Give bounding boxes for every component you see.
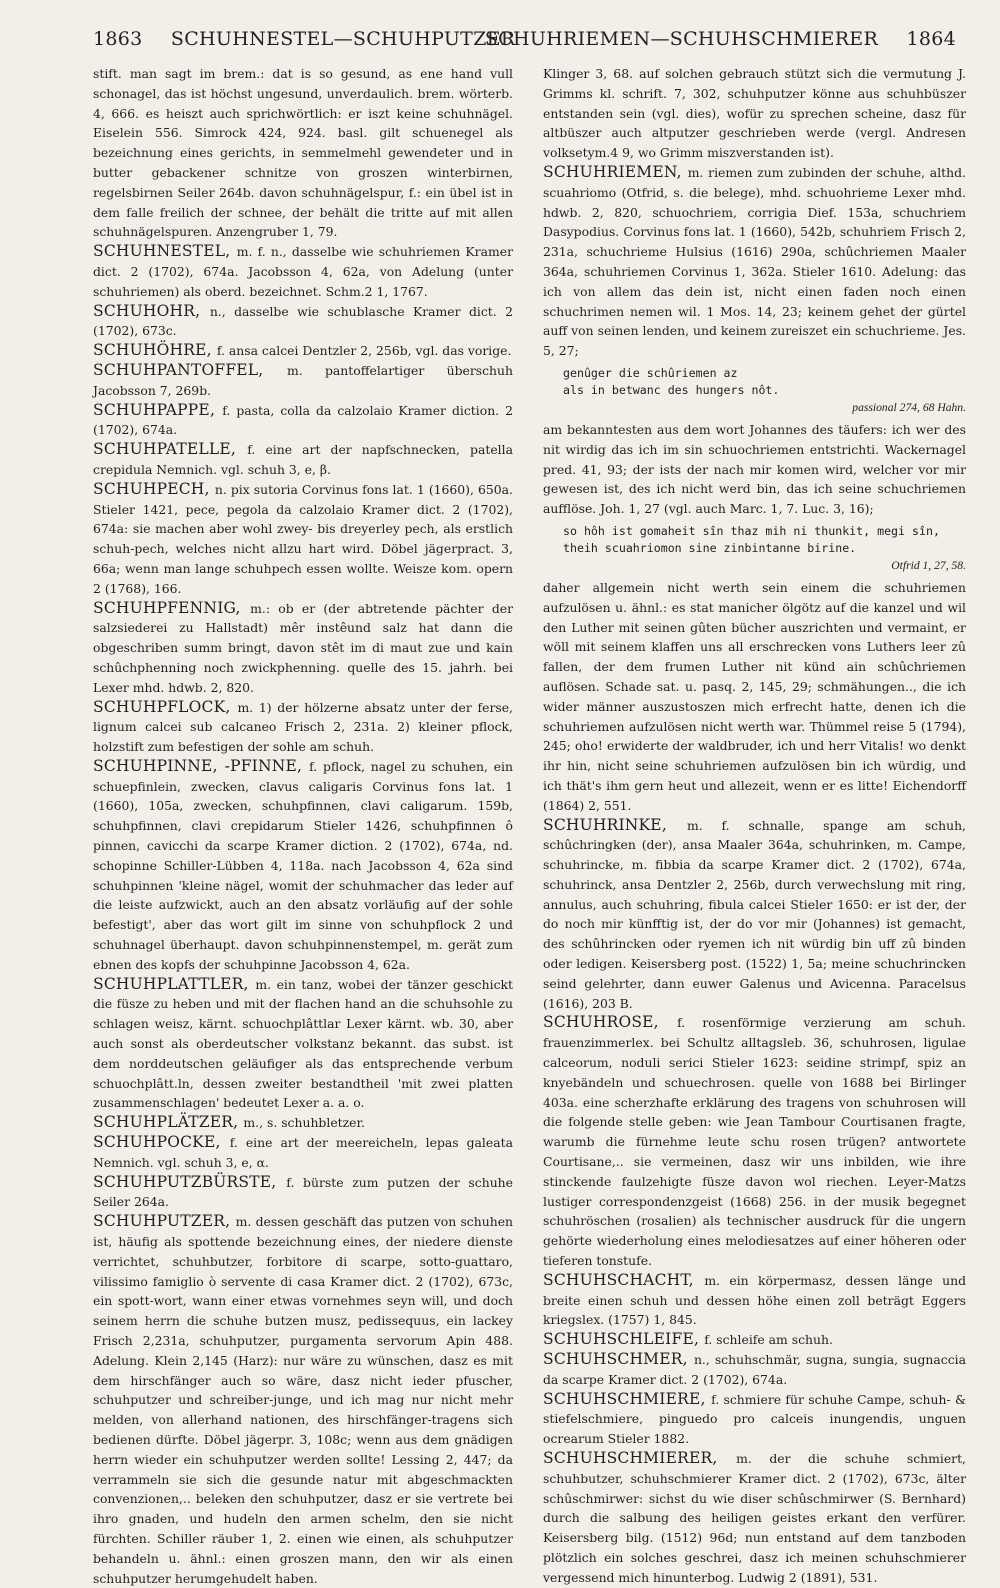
verse-line: theih scuahriomon sine zinbintanne birine.	[563, 540, 857, 555]
entry-headword: SCHUHÖHRE,	[93, 341, 217, 360]
entry-text: m. der die schuhe schmiert, schuhbutzer, schuhschmierer Kramer dict. 2 (1702), 673c, älter schûschmirwer: sichst du wie diser schûschmirwer (S. Bernhard) durch die salbung des heiligen geistes erkant den verfürer. Keisersberg bilg. (1512) 96d; nun entstand auf dem tanzboden plötzlich ein solches geschrei, dasz ich meinen schuhschmierer vergessend mich hinunterbog. Ludwig 2 (1891), 531.	[543, 1451, 966, 1585]
dictionary-entry	[93, 361, 513, 401]
entry-text: f. bürste zum putzen der schuhe Seiler 264a.	[93, 1174, 513, 1210]
dictionary-entry	[93, 480, 513, 599]
dictionary-entry	[543, 578, 966, 816]
entry-headword: SCHUHPINNE, -PFINNE,	[93, 756, 310, 775]
dictionary-entry	[93, 599, 513, 698]
entry-headword: SCHUHSCHACHT,	[543, 1270, 705, 1289]
dictionary-entry	[93, 64, 513, 242]
dictionary-entry	[93, 341, 513, 361]
left-column	[93, 64, 514, 1586]
dictionary-entry	[543, 64, 966, 163]
left-running-title: SCHUHNESTEL—SCHUHPUTZER	[170, 28, 516, 50]
right-page-number: 1864	[906, 28, 956, 50]
dictionary-entry	[543, 1350, 966, 1390]
entry-text: n., schuhschmär, sugna, sungia, sugnaccia da scarpe Kramer dict. 2 (1702), 674a.	[543, 1352, 966, 1387]
entry-text: m. pantoffelartiger überschuh Jacobsson 7, 269b.	[93, 362, 513, 398]
entry-headword: SCHUHSCHLEIFE,	[543, 1330, 705, 1349]
entry-text: m. ein tanz, wobei der tänzer geschickt die füsze zu heben und mit der flachen hand an die schuhsohle zu schlagen weisz, kärnt. schuochplâttlar Lexer kärnt. wb. 30, aber auch sonst als oberdeutscher volkstanz bekannt. das subst. ist dem norddeutschen geläufiger als das entsprechende verbum schuochplâtt.ln, dessen zweiter bestandtheil 'mit zwei platten zusammenschlagen' bedeutet Lexer a. a. o.	[93, 976, 513, 1111]
entry-text: f. rosenförmige verzierung am schuh. frauenzimmerlex. bei Schultz alltagsleb. 36, schuhrosen, ligulae calceorum, noduli serici Stieler 1623: seidine strimpf, spiz an knyebändeln und schuechrosen. quelle von 1688 bei Birlinger 403a. eine scherzhafte erklärung des tragens von schuhrosen will die folgende stelle geben: wie Jean Tambour Courtisanen fragte, warumb die fürnehme leute schu rosen trügen? antwortete Courtisane,.. sie vermeinen, dasz wir uns inbilden, wie ihre stinckende faulzehigte füsze davon wol riechen. Leyer-Matzs lustiger correspondenzgeist (1668) 256. in der musik begegnet schuhröschen (rosalien) als technischer ausdruck für die ungern gehörte wiederholung eines melodiesatzes auf einer höheren oder tieferen tonstufe.	[543, 1015, 966, 1269]
entry-text: m. ein körpermasz, dessen länge und breite einen schuh und dessen höhe einen zoll beträgt Eggers kriegslex. (1757) 1, 845.	[543, 1272, 967, 1328]
verse-quotation	[563, 365, 966, 416]
entry-headword: SCHUHPECH,	[93, 479, 215, 498]
entry-headword: SCHUHRINKE,	[543, 815, 687, 834]
dictionary-entry	[543, 1449, 966, 1588]
entry-headword: SCHUHPOCKE,	[93, 1133, 230, 1152]
entry-text: stift. man sagt im brem.: dat is so gesund, as ene hand vull schonagel, das ist höchst ungesund, unverdaulich. brem. wörterb. 4, 666. es heiszt auch sprichwörtlich: er iszt keine schuhnägel. Eiselein 556. Simrock 424, 924. basl. gilt schuenegel als bezeichnung eines gerichts, in semmelmehl gewendeter und in butter gebackener schnitze von groszen winterbirnen, regelsbirnen Seiler 264b. davon schuhnägelspur, f.: ein übel ist in dem falle freilich der schnee, der behält die tritte auf mit allen schuhnägelspuren. Anzengruber 1, 79.	[93, 66, 513, 240]
entry-headword: SCHUHNESTEL,	[93, 242, 237, 261]
entry-text: f. pflock, nagel zu schuhen, ein schuepfinlein, zwecken, clavus caligaris Corvinus fons lat. 1 (1660), 105a, zwecken, schuhpfinnen, clavi caligarum. 159b, schuhpfinnen, clavi crepidarum Stieler 1426, schuhpfinnen ô pinnen, cavicchi da scarpe Kramer diction. 2 (1702), 674a, nd. schopinne Schiller-Lübben 4, 118a. nach Jacobsson 4, 62a sind schuhpinnen 'kleine nägel, womit der schuhmacher das leder auf die leiste aufzwickt, auch an den absatz vorläufig auf der sohle befestigt', aber das wort gilt im sinne von schuhpflock 2 und schuhnagel überhaupt. davon schuhpinnenstempel, m. gerät zum ebnen des kopfs der schuhpinne Jacobsson 4, 62a.	[93, 758, 514, 972]
verse-quotation	[563, 523, 966, 574]
dictionary-entry	[93, 698, 513, 757]
entry-text: f. schleife am schuh.	[704, 1332, 833, 1348]
entry-text: daher allgemein nicht werth sein einem die schuhriemen aufzulösen u. ähnl.: es stat manicher ölgötz auf die kanzel und wil den Luther mit seinen gûten bücher auszrichten und vermaint, er wöll mit seinem klaffen uns all erschrecken vons Luthers leer zû fallen, der dem frumen Luther nit künd ain schûchriemen auflösen. Schade sat. u. pasq. 2, 145, 29; schmähungen.., die ich wider männer auszustoszen mich erfrecht hatte, denen ich die schuhriemen aufzulösen nicht werth war. Thümmel reise 5 (1794), 245; oho! erwiderte der waldbruder, ich und herr Vitalis! wo denkt ihr hin, nicht seine schuhriemen aufzulösen bin ich würdig, und ich thät's ihm gern heut und allezeit, wenn er es litte! Eichendorff (1864) 2, 551.	[543, 579, 966, 813]
entry-text: am bekanntesten aus dem wort Johannes des täufers: ich wer des nit wirdig das ich im sin schuochriemen entstrichti. Wackernagel pred. 41, 93; der ists der nach mir komen wird, welcher vor mir gewesen ist, des ich nicht werd bin, das ich seine schuchriemen aufflöse. Joh. 1, 27 (vgl. auch Marc. 1, 7. Luc. 3, 16);	[543, 421, 966, 517]
right-page-header	[485, 28, 956, 50]
verse-line: als in betwanc des hungers nôt.	[563, 382, 780, 397]
entry-headword: SCHUHSCHMER,	[543, 1350, 694, 1369]
entry-headword: SCHUHSCHMIERER,	[543, 1449, 737, 1467]
entry-headword: SCHUHRIEMEN,	[543, 162, 688, 181]
entry-text: n., dasselbe wie schublasche Kramer dict. 2 (1702), 673c.	[93, 303, 513, 339]
left-page-number: 1863	[93, 28, 143, 50]
entry-text: m. dessen geschäft das putzen von schuhen ist, häufig als spottende bezeichnung eines, der niedere dienste verrichtet, schuhbutzer, forbitore di scarpe, sotto-guattaro, vilissimo famiglio ò servente di casa Kramer dict. 2 (1702), 673c, ein spott-wort, wann einer etwas vornehmes seyn will, und doch seinem herrn die schuhe butzen musz, pedissequus, ein lackey Frisch 2,231a, schuhputzer, purgamenta servorum Apin 488. Adelung. Klein 2,145 (Harz): nur wäre zu wünschen, dasz es mit dem hirschfänger auch so wäre, dasz nicht ieder pfuscher, schuhputzer und schreiber-junge, und ich mag nur nicht mehr melden, von allerhand nationen, des hirschfänger-tragens sich bedienen dürfte. Döbel jägerpr. 3, 108c; wenn aus dem gnädigen herrn wieder ein schuhputzer werden sollte! Lessing 2, 447; da verrammeln sie sich die gesunde natur mit abgeschmackten convenzionen,.. beleken den schuhputzer, dasz er sie vertrete bei ihro gnaden, und hudeln den armen schelm, den sie nicht fürchten. Schiller räuber 1, 2. einen wie einen, als schuhputzer behandeln u. ähnl.: einen groszen mann, den wir als einen schuhputzer herumgehudelt haben.	[93, 1214, 514, 1586]
dictionary-entry	[93, 440, 513, 480]
entry-headword: SCHUHPFENNIG,	[93, 598, 251, 617]
entry-text: Klinger 3, 68. auf solchen gebrauch stützt sich die vermutung J. Grimms kl. schrift. 7, 302, schuhputzer könne aus schuhbüszer entstanden sein (vgl. dies), wofür zu sprechen scheine, dasz für altbüszer auch altputzer geschrieben werde (vergl. Andresen volksetym.4 9, wo Grimm miszverstanden ist).	[543, 66, 966, 161]
entry-text: m., s. schuhbletzer.	[243, 1115, 365, 1131]
dictionary-entry	[93, 1212, 513, 1588]
entry-headword: SCHUHPANTOFFEL,	[93, 360, 287, 379]
entry-headword: SCHUHROSE,	[543, 1013, 678, 1032]
entry-text: f. schmiere für schuhe Campe, schuh- & stiefelschmiere, pinguedo pro calceis inungendis, unguen ocrearum Stieler 1882.	[543, 1391, 967, 1447]
verse-line: so hôh ist gomaheit sîn thaz mih ni thunkit, megi sîn,	[563, 523, 940, 538]
entry-text: n. pix sutoria Corvinus fons lat. 1 (1660), 650a. Stieler 1421, pece, pegola da calzolaio Kramer dict. 2 (1702), 674a: sie machen aber wohl zwey- bis dreyerley pech, als erstlich schuh-pech, welches nicht allzu hart wird. Döbel jägerpract. 3, 66a; wenn man lange schuhpech essen wollte. Weisze kom. opern 2 (1768), 166.	[93, 481, 513, 596]
quotation-source: Otfrid 1, 27, 58.	[891, 558, 966, 572]
entry-headword: SCHUHPUTZBÜRSTE,	[93, 1172, 287, 1191]
quotation-source: passional 274, 68 Hahn.	[852, 400, 966, 414]
entry-text: f. eine art der napfschnecken, patella crepidula Nemnich. vgl. schuh 3, e, β.	[93, 442, 513, 477]
dictionary-entry	[543, 1330, 966, 1350]
dictionary-entry	[93, 975, 513, 1114]
entry-text: m. 1) der hölzerne absatz unter der ferse, lignum calcei sub calcaneo Frisch 2, 231a. 2) kleiner pflock, holzstift zum befestigen der sohle am schuh.	[93, 699, 513, 755]
dictionary-entry	[93, 1133, 513, 1173]
entry-text: m. f. schnalle, spange am schuh, schûchringken (der), ansa Maaler 364a, schuhrinken, m. Campe, schuhrincke, m. fibbia da scarpe Kramer dict. 2 (1702), 674a, schuhrinck, ansa Dentzler 2, 256b, durch verwechslung mit ring, annulus, auch schuhring, fibula calcei Stieler 1650: er ist der, der do noch mir künfftig ist, der do vor mir (Johannes) ist gemacht, des schûhrincken oder ryemen ich nit würdig bin uff zû binden oder ledigen. Keisersberg post. (1522) 1, 5a; meine schuchrincken seind gelehrter, dann euwer Galenus und Avicenna. Paracelsus (1616), 203 B.	[543, 817, 966, 1011]
right-running-title: SCHUHRIEMEN—SCHUHSCHMIERER	[484, 28, 879, 50]
entry-headword: SCHUHPLATTLER,	[93, 974, 256, 993]
dictionary-entry	[543, 1013, 966, 1270]
entry-headword: SCHUHPLÄTZER,	[93, 1113, 244, 1132]
entry-headword: SCHUHPFLOCK,	[93, 697, 238, 716]
entry-headword: SCHUHSCHMIERE,	[543, 1389, 712, 1408]
entry-text: f. ansa calcei Dentzler 2, 256b, vgl. das vorige.	[216, 343, 512, 359]
dictionary-entry	[543, 816, 966, 1014]
dictionary-entry	[543, 1271, 966, 1330]
entry-text: m.: ob er (der abtretende pächter der salzsiederei zu Hallstadt) mêr instêund salz hat dann die obgeschriben summ bringt, davon stêt im di maut zue und kain schûchphenning noch zwickphenning. quelle des 15. jahrh. bei Lexer mhd. hdwb. 2, 820.	[93, 600, 514, 695]
dictionary-entry	[93, 1173, 513, 1213]
entry-text: m. f. n., dasselbe wie schuhriemen Kramer dict. 2 (1702), 674a. Jacobsson 4, 62a, von Adelung (unter schuhriemen) als oberd. bezeichnet. Schm.2 1, 1767.	[93, 244, 513, 299]
verse-line: genûger die schûriemen az	[563, 365, 738, 380]
entry-text: f. eine art der meereicheln, lepas galeata Nemnich. vgl. schuh 3, e, α.	[93, 1135, 513, 1170]
dictionary-entry	[93, 302, 513, 342]
right-column	[543, 64, 967, 1585]
entry-headword: SCHUHPAPPE,	[93, 400, 223, 419]
entry-headword: SCHUHPUTZER,	[93, 1212, 236, 1231]
entry-headword: SCHUHPATELLE,	[93, 440, 248, 459]
dictionary-entry	[543, 163, 966, 361]
dictionary-entry	[543, 1390, 966, 1449]
dictionary-entry	[93, 757, 513, 975]
dictionary-entry	[543, 420, 966, 519]
dictionary-entry	[93, 401, 513, 441]
dictionary-entry	[93, 1113, 513, 1133]
left-page-header	[93, 28, 515, 50]
entry-text: m. riemen zum zubinden der schuhe, althd. scuahriomo (Otfrid, s. die belege), mhd. schuohrieme Lexer mhd. hdwb. 2, 820, schuochriem, corrigia Dief. 153a, schuchriem Dasypodius. Corvinus fons lat. 1 (1660), 542b, schuhriem Frisch 2, 231a, schuchrieme Hulsius (1616) 290a, schûchriemen Maaler 364a, schuhriemen Corvinus 1, 362a. Stieler 1610. Adelung: das ich von allem das dein ist, nicht einen faden noch einen schuchrimen nemen wil. 1 Mos. 14, 23; keinem gehet der gürtel auff von seinen lenden, und keinem zureiszet ein schuchrieme. Jes. 5, 27;	[543, 164, 966, 359]
entry-text: f. pasta, colla da calzolaio Kramer diction. 2 (1702), 674a.	[93, 402, 514, 438]
dictionary-entry	[93, 242, 513, 301]
entry-headword: SCHUHOHR,	[93, 301, 210, 320]
